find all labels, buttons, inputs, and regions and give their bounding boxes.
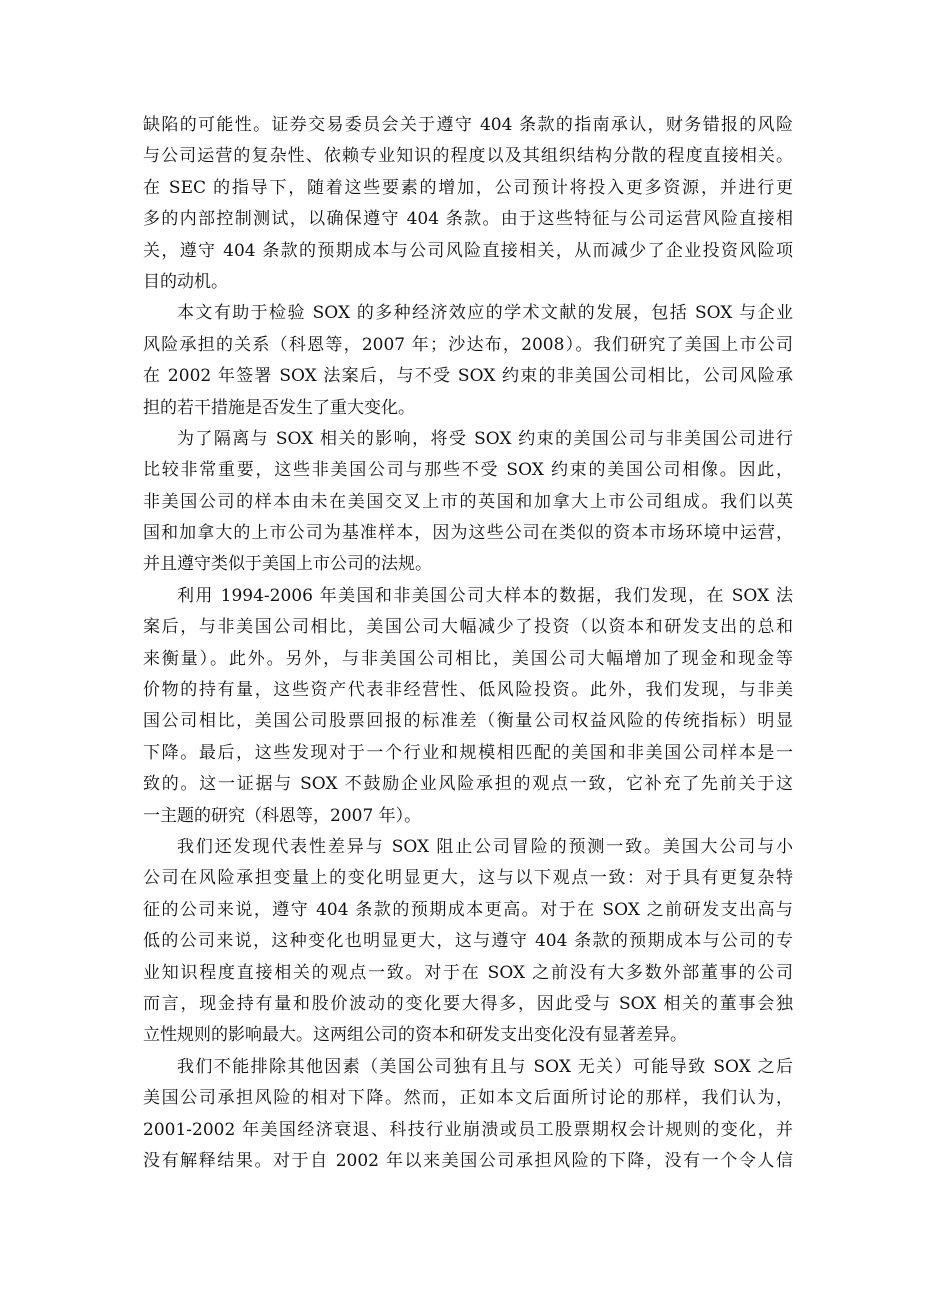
text-line: 在 SEC 的指导下，随着这些要素的增加，公司预计将投入更多资源，并进行更 — [143, 177, 793, 198]
text-line: 国公司相比，美国公司股票回报的标准差（衡量公司权益风险的传统指标）明显 — [143, 711, 793, 732]
text-line: 征的公司来说，遵守 404 条款的预期成本更高。对于在 SOX 之前研发支出高与 — [143, 899, 793, 920]
text-line: 2001-2002 年美国经济衰退、科技行业崩溃或员工股票期权会计规则的变化，并 — [143, 1119, 793, 1140]
text-line: 利用 1994-2006 年美国和非美国公司大样本的数据，我们发现，在 SOX 法 — [177, 585, 793, 606]
text-line: 比较非常重要，这些非美国公司与那些不受 SOX 约束的美国公司相像。因此， — [143, 460, 793, 481]
paragraph — [143, 110, 793, 298]
text-line: 担的若干措施是否发生了重大变化。 — [143, 397, 415, 418]
text-line: 一主题的研究（科恩等，2007 年）。 — [143, 805, 422, 826]
text-line: 为了隔离与 SOX 相关的影响，将受 SOX 约束的美国公司与非美国公司进行 — [177, 428, 793, 449]
text-line: 本文有助于检验 SOX 的多种经济效应的学术文献的发展，包括 SOX 与企业 — [177, 303, 793, 324]
text-line: 风险承担的关系（科恩等，2007 年；沙达布，2008）。我们研究了美国上市公司 — [143, 334, 793, 355]
text-line: 致的。这一证据与 SOX 不鼓励企业风险承担的观点一致，它补充了先前关于这 — [143, 774, 793, 795]
text-line: 价物的持有量，这些资产代表非经营性、低风险投资。此外，我们发现，与非美 — [143, 680, 793, 701]
text-line: 并且遵守类似于美国上市公司的法规。 — [143, 554, 432, 575]
document-body — [143, 110, 793, 1177]
paragraph — [143, 1052, 793, 1178]
text-line: 在 2002 年签署 SOX 法案后，与不受 SOX 约束的非美国公司相比，公司风险承 — [143, 366, 793, 387]
text-line: 多的内部控制测试，以确保遵守 404 条款。由于这些特征与公司运营风险直接相 — [143, 209, 793, 230]
text-line: 来衡量）。此外。另外，与非美国公司相比，美国公司大幅增加了现金和现金等 — [143, 648, 793, 669]
text-line: 美国公司承担风险的相对下降。然而，正如本文后面所讨论的那样，我们认为， — [143, 1088, 793, 1109]
paragraph — [143, 298, 793, 424]
text-line: 业知识程度直接相关的观点一致。对于在 SOX 之前没有大多数外部董事的公司 — [143, 962, 793, 983]
text-line: 下降。最后，这些发现对于一个行业和规模相匹配的美国和非美国公司样本是一 — [143, 742, 793, 763]
text-line: 我们不能排除其他因素（美国公司独有且与 SOX 无关）可能导致 SOX 之后 — [177, 1056, 793, 1077]
text-line: 而言，现金持有量和股价波动的变化要大得多，因此受与 SOX 相关的董事会独 — [143, 993, 793, 1014]
paragraph — [143, 424, 793, 581]
text-line: 非美国公司的样本由未在美国交叉上市的英国和加拿大上市公司组成。我们以英 — [143, 491, 793, 512]
text-line: 关，遵守 404 条款的预期成本与公司风险直接相关，从而减少了企业投资风险项 — [143, 240, 793, 261]
text-line: 低的公司来说，这种变化也明显更大，这与遵守 404 条款的预期成本与公司的专 — [143, 931, 793, 952]
text-line: 缺陷的可能性。证券交易委员会关于遵守 404 条款的指南承认，财务错报的风险 — [143, 115, 793, 135]
text-line: 没有解释结果。对于自 2002 年以来美国公司承担风险的下降，没有一个令人信 — [143, 1150, 793, 1171]
text-line: 我们还发现代表性差异与 SOX 阻止公司冒险的预测一致。美国大公司与小 — [177, 836, 793, 857]
text-line: 公司在风险承担变量上的变化明显更大，这与以下观点一致：对于具有更复杂特 — [143, 868, 793, 889]
text-line: 国和加拿大的上市公司为基准样本，因为这些公司在类似的资本市场环境中运营， — [143, 523, 793, 544]
text-line: 立性规则的影响最大。这两组公司的资本和研发支出变化没有显著差异。 — [143, 1025, 687, 1046]
paragraph — [143, 832, 793, 1052]
text-line: 目的动机。 — [143, 271, 228, 292]
text-line: 案后，与非美国公司相比，美国公司大幅减少了投资（以资本和研发支出的总和 — [143, 617, 793, 638]
paragraph — [143, 581, 793, 832]
text-line: 与公司运营的复杂性、依赖专业知识的程度以及其组织结构分散的程度直接相关。 — [143, 146, 793, 167]
